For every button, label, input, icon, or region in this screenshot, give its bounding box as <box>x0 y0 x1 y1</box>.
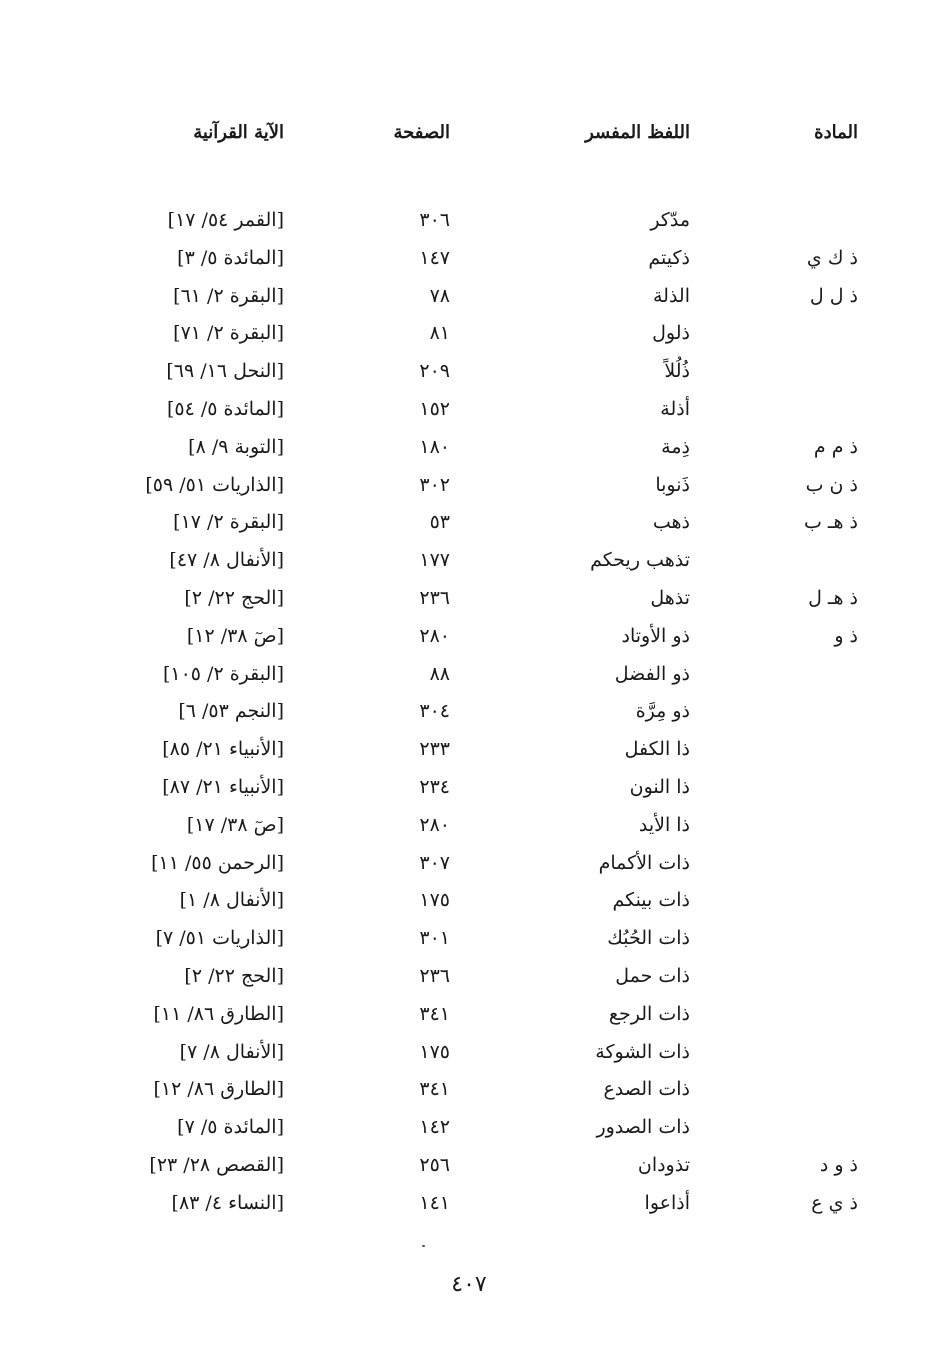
table-row <box>120 429 870 467</box>
table-row <box>120 807 870 845</box>
row-word: ذا الأيد <box>638 813 690 836</box>
table-row <box>120 1071 870 1109</box>
table-row <box>120 504 870 542</box>
row-page: ٣٤١ <box>419 1078 450 1101</box>
row-page: ١٧٥ <box>419 889 450 912</box>
row-word: تذهب ريحكم <box>590 549 690 572</box>
row-word: ذو مِرَّة <box>635 700 690 723</box>
row-page: ١٤٢ <box>419 1116 450 1139</box>
row-verse: [التوبة ٩/ ٨] <box>188 435 284 458</box>
row-word: الذلة <box>652 284 690 307</box>
row-verse: [الأنفال ٨/ ١] <box>179 889 284 912</box>
table-row <box>120 845 870 883</box>
table-row <box>120 1185 870 1223</box>
row-page: ٢٣٣ <box>419 738 450 761</box>
ink-speck <box>422 1245 425 1247</box>
table-row <box>120 278 870 316</box>
row-verse: [المائدة ٥/ ٣] <box>177 246 284 269</box>
row-word: ذات الصدور <box>596 1116 690 1139</box>
row-page: ٨٨ <box>429 662 450 685</box>
table-row <box>120 315 870 353</box>
word-index-table <box>120 112 870 1223</box>
table-row <box>120 731 870 769</box>
row-word: ذات الصدع <box>603 1078 690 1101</box>
row-verse: [الذاريات ٥١/ ٧] <box>155 927 284 950</box>
table-row <box>120 882 870 920</box>
row-verse: [الأنبياء ٢١/ ٨٧] <box>162 775 284 798</box>
row-word: تذودان <box>637 1153 690 1176</box>
row-page: ١٤١ <box>419 1191 450 1214</box>
row-verse: [القصص ٢٨/ ٢٣] <box>149 1153 284 1176</box>
row-word: مدّكر <box>650 209 690 231</box>
row-verse: [النساء ٤/ ٨٣] <box>171 1191 284 1214</box>
row-page: ٥٣ <box>429 511 450 534</box>
row-root: ذ و <box>834 624 858 647</box>
row-word: ذات الرجع <box>608 1002 690 1025</box>
row-page: ٣٠١ <box>419 927 450 950</box>
row-page: ٣٠٧ <box>419 851 450 874</box>
table-row <box>120 958 870 996</box>
row-verse: [الطارق ٨٦/ ١٢] <box>153 1078 284 1101</box>
row-verse: [البقرة ٢/ ١٧] <box>173 511 284 534</box>
row-verse: [الحج ٢٢/ ٢] <box>184 586 284 609</box>
row-verse: [الذاريات ٥١/ ٥٩] <box>145 473 284 496</box>
row-word: ذُلُلاً <box>664 360 690 383</box>
table-row <box>120 467 870 505</box>
row-page: ١٤٧ <box>419 246 450 269</box>
header-page: الصفحة <box>393 122 450 143</box>
row-word: ذكيتم <box>648 246 690 269</box>
row-verse: [النجم ٥٣/ ٦] <box>178 700 284 723</box>
table-row <box>120 769 870 807</box>
row-page: ٢٣٦ <box>419 964 450 987</box>
row-word: ذَنوبا <box>655 473 690 496</box>
row-verse: [الأنفال ٨/ ٧] <box>179 1040 284 1063</box>
row-page: ١٥٢ <box>419 397 450 420</box>
header-verse: الآية القرآنية <box>193 122 284 143</box>
row-page: ٢٣٦ <box>419 586 450 609</box>
row-root: ذ ل ل <box>809 284 858 307</box>
table-row <box>120 542 870 580</box>
table-row <box>120 656 870 694</box>
row-page: ٣٠٦ <box>419 209 450 231</box>
row-word: ذهب <box>652 511 690 534</box>
row-verse: [المائدة ٥/ ٥٤] <box>166 397 284 420</box>
row-verse: [الأنفال ٨/ ٤٧] <box>169 549 284 572</box>
row-word: ذا الكفل <box>624 738 690 761</box>
row-word: أذاعوا <box>644 1191 690 1214</box>
row-word: ذو الفضل <box>614 662 690 685</box>
table-row <box>120 618 870 656</box>
row-verse: [النحل ١٦/ ٦٩] <box>166 360 284 383</box>
header-root: المادة <box>814 122 858 143</box>
row-page: ٣٠٤ <box>419 700 450 723</box>
row-word: ذات الأكمام <box>598 851 690 874</box>
row-page: ٨١ <box>429 322 450 345</box>
row-verse: [الطارق ٨٦/ ١١] <box>153 1002 284 1025</box>
row-verse: [الحج ٢٢/ ٢] <box>184 964 284 987</box>
row-verse: [الأنبياء ٢١/ ٨٥] <box>162 738 284 761</box>
row-page: ٢٨٠ <box>419 624 450 647</box>
row-verse: [البقرة ٢/ ٦١] <box>173 284 284 307</box>
row-page: ٢٥٦ <box>419 1153 450 1176</box>
row-verse: [الرحمن ٥٥/ ١١] <box>151 851 284 874</box>
row-page: ٢٨٠ <box>419 813 450 836</box>
row-page: ١٧٥ <box>419 1040 450 1063</box>
table-body <box>120 202 870 1223</box>
row-root: ذ هـ ب <box>803 511 858 534</box>
row-verse: [البقرة ٢/ ١٠٥] <box>162 662 284 685</box>
table-row <box>120 1147 870 1185</box>
row-page: ٣٤١ <box>419 1002 450 1025</box>
row-page: ٣٠٢ <box>419 473 450 496</box>
table-row <box>120 996 870 1034</box>
row-word: أذلة <box>660 397 690 420</box>
row-word: ذا النون <box>629 775 690 798</box>
header-word: اللفظ المفسر <box>585 122 690 143</box>
row-word: ذات الحُبُك <box>607 927 690 950</box>
row-verse: [صٓ ٣٨/ ١٧] <box>186 813 284 836</box>
row-verse: [صٓ ٣٨/ ١٢] <box>186 624 284 647</box>
row-word: ذات حمل <box>615 964 690 987</box>
table-row <box>120 580 870 618</box>
table-row <box>120 391 870 429</box>
row-page: ٢٠٩ <box>419 360 450 383</box>
table-header <box>120 112 870 154</box>
row-page: ١٧٧ <box>419 549 450 572</box>
table-row <box>120 920 870 958</box>
row-verse: [البقرة ٢/ ٧١] <box>173 322 284 345</box>
row-word: تذهل <box>650 586 690 609</box>
row-page: ٢٣٤ <box>419 775 450 798</box>
row-root: ذ ك ي <box>806 246 858 269</box>
row-root: ذ ن ب <box>805 473 858 496</box>
table-row <box>120 353 870 391</box>
table-row <box>120 693 870 731</box>
page-number: ٤٠٧ <box>451 1272 487 1297</box>
table-row <box>120 1109 870 1147</box>
row-word: ذلول <box>652 322 690 345</box>
row-root: ذ و د <box>819 1153 858 1176</box>
row-word: ذو الأوتاد <box>621 624 690 647</box>
row-word: ذات بينكم <box>612 889 690 912</box>
row-page: ١٨٠ <box>419 435 450 458</box>
row-page: ٧٨ <box>429 284 450 307</box>
row-word: ذِمة <box>661 435 690 458</box>
table-row <box>120 240 870 278</box>
row-verse: [القمر ٥٤/ ١٧] <box>167 209 284 231</box>
row-root: ذ م م <box>813 435 858 458</box>
table-row <box>120 1034 870 1072</box>
table-row <box>120 202 870 240</box>
row-root: ذ ي ع <box>811 1191 858 1214</box>
row-word: ذات الشوكة <box>595 1040 690 1063</box>
row-verse: [المائدة ٥/ ٧] <box>177 1116 284 1139</box>
row-root: ذ هـ ل <box>808 586 858 609</box>
